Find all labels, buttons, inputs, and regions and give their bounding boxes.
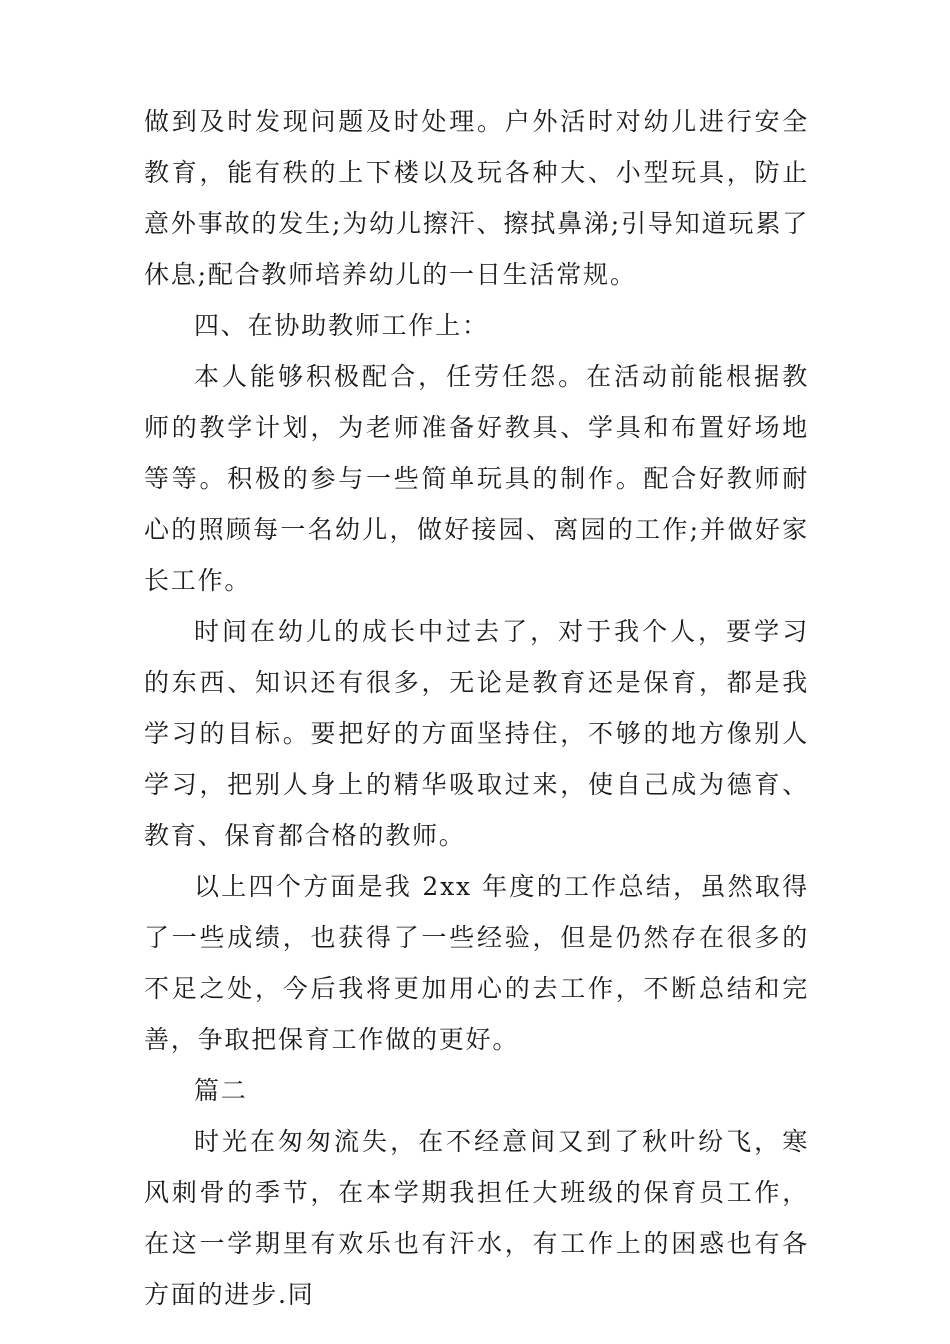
paragraph-assist-teacher: 本人能够积极配合，任劳任怨。在活动前能根据教师的教学计划，为老师准备好教具、学具和布置好场地等等。积极的参与一些简单玩具的制作。配合好教师耐心的照顾每一名幼儿，做好接园、离园的工作;并做好家长工作。 bbox=[144, 362, 809, 595]
paragraph-reflection: 时间在幼儿的成长中过去了，对于我个人，要学习的东西、知识还有很多，无论是教育还是保育，都是我学习的目标。要把好的方面坚持住，不够的地方像别人学习，把别人身上的精华吸取过来，使自己成为德育、教育、保育都合格的教师。 bbox=[144, 617, 809, 850]
paragraph-continuation: 做到及时发现问题及时处理。户外活时对幼儿进行安全教育，能有秩的上下楼以及玩各种大、小型玩具，防止意外事故的发生;为幼儿擦汗、擦拭鼻涕;引导知道玩累了休息;配合教师培养幼儿的一日生活常规。 bbox=[144, 107, 809, 289]
section-title-part-two: 篇二 bbox=[194, 1076, 248, 1105]
document-body bbox=[144, 96, 809, 1320]
section-heading-four: 四、在协助教师工作上： bbox=[194, 311, 489, 340]
paragraph-part-two-intro: 时光在匆匆流失，在不经意间又到了秋叶纷飞，寒风刺骨的季节，在本学期我担任大班级的保育员工作，在这一学期里有欢乐也有汗水，有工作上的困惑也有各方面的进步.同 bbox=[144, 1127, 809, 1309]
paragraph-summary: 以上四个方面是我 2xx 年度的工作总结，虽然取得了一些成绩，也获得了一些经验，但是仍然存在很多的不足之处，今后我将更加用心的去工作，不断总结和完善，争取把保育工作做的更好。 bbox=[144, 872, 809, 1054]
